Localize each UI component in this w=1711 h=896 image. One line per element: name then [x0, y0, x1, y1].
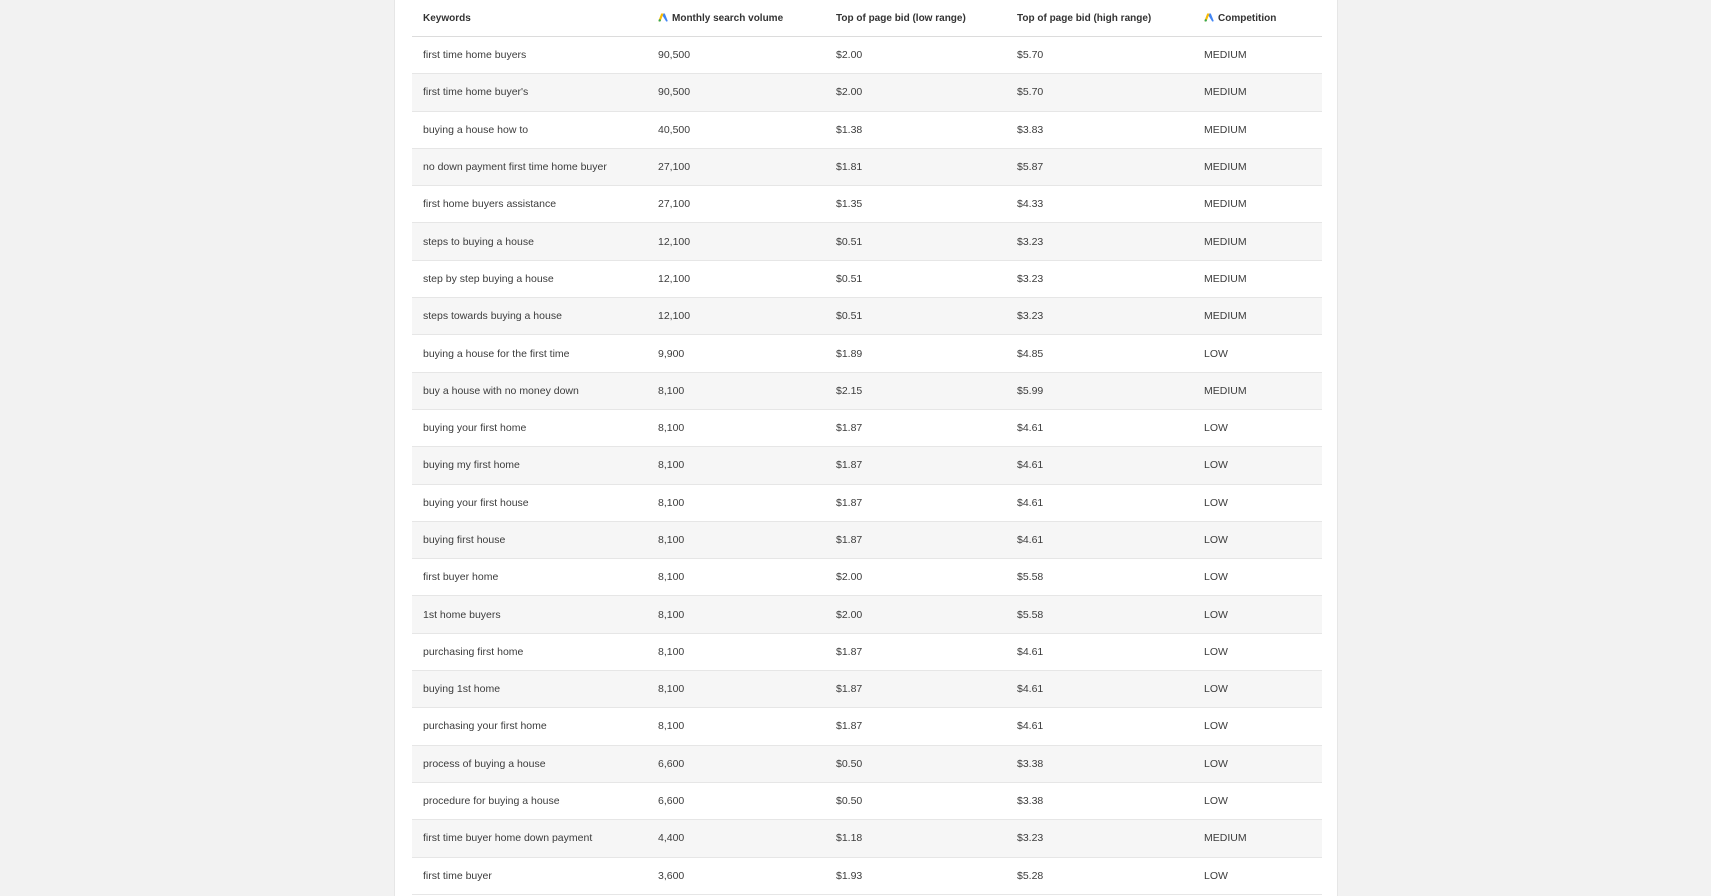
header-bid-low	[825, 0, 1006, 37]
bid-low-cell: $1.87	[825, 521, 1006, 558]
competition-cell: MEDIUM	[1193, 298, 1322, 335]
table-row	[412, 559, 1322, 596]
header-competition	[1193, 0, 1322, 37]
search-volume-cell: 4,400	[647, 820, 825, 857]
table-row	[412, 820, 1322, 857]
keyword-cell: first time buyer home down payment	[412, 820, 647, 857]
competition-cell: MEDIUM	[1193, 372, 1322, 409]
bid-low-cell: $1.87	[825, 708, 1006, 745]
search-volume-cell: 90,500	[647, 74, 825, 111]
competition-cell: MEDIUM	[1193, 820, 1322, 857]
search-volume-cell: 8,100	[647, 596, 825, 633]
bid-low-cell: $1.89	[825, 335, 1006, 372]
bid-low-cell: $1.18	[825, 820, 1006, 857]
search-volume-cell: 12,100	[647, 260, 825, 297]
bid-low-cell: $1.35	[825, 186, 1006, 223]
search-volume-cell: 8,100	[647, 521, 825, 558]
content-card	[394, 0, 1338, 896]
table-row	[412, 148, 1322, 185]
table-row	[412, 372, 1322, 409]
keyword-cell: procedure for buying a house	[412, 782, 647, 819]
bid-high-cell: $4.61	[1006, 484, 1193, 521]
keyword-cell: first time buyer	[412, 857, 647, 894]
google-ads-icon	[658, 13, 668, 22]
search-volume-cell: 12,100	[647, 223, 825, 260]
bid-low-cell: $2.00	[825, 596, 1006, 633]
search-volume-cell: 8,100	[647, 671, 825, 708]
bid-high-cell: $3.38	[1006, 745, 1193, 782]
table-row	[412, 484, 1322, 521]
competition-cell: MEDIUM	[1193, 260, 1322, 297]
bid-high-cell: $3.38	[1006, 782, 1193, 819]
bid-high-cell: $4.61	[1006, 521, 1193, 558]
search-volume-cell: 8,100	[647, 633, 825, 670]
keyword-cell: buying your first home	[412, 409, 647, 446]
header-monthly-search-volume	[647, 0, 825, 37]
competition-cell: MEDIUM	[1193, 74, 1322, 111]
keyword-cell: process of buying a house	[412, 745, 647, 782]
keyword-cell: buy a house with no money down	[412, 372, 647, 409]
keyword-cell: step by step buying a house	[412, 260, 647, 297]
bid-low-cell: $0.51	[825, 260, 1006, 297]
header-bid-low-label: Top of page bid (low range)	[836, 12, 966, 24]
keyword-cell: 1st home buyers	[412, 596, 647, 633]
bid-low-cell: $2.00	[825, 74, 1006, 111]
bid-high-cell: $5.87	[1006, 148, 1193, 185]
competition-cell: LOW	[1193, 484, 1322, 521]
table-body	[412, 37, 1322, 895]
search-volume-cell: 90,500	[647, 37, 825, 74]
table-row	[412, 521, 1322, 558]
bid-high-cell: $3.83	[1006, 111, 1193, 148]
table-row	[412, 111, 1322, 148]
table-row	[412, 708, 1322, 745]
competition-cell: MEDIUM	[1193, 223, 1322, 260]
competition-cell: LOW	[1193, 633, 1322, 670]
table-row	[412, 335, 1322, 372]
bid-low-cell: $2.15	[825, 372, 1006, 409]
header-competition-label: Competition	[1218, 12, 1277, 24]
table-row	[412, 260, 1322, 297]
table-row	[412, 74, 1322, 111]
keyword-cell: first home buyers assistance	[412, 186, 647, 223]
bid-low-cell: $1.87	[825, 671, 1006, 708]
header-keywords-label: Keywords	[423, 12, 471, 24]
bid-low-cell: $0.50	[825, 782, 1006, 819]
keyword-cell: buying a house for the first time	[412, 335, 647, 372]
table-row	[412, 857, 1322, 894]
bid-high-cell: $3.23	[1006, 298, 1193, 335]
table-header	[412, 0, 1322, 37]
search-volume-cell: 6,600	[647, 782, 825, 819]
google-ads-icon	[1204, 13, 1214, 22]
header-keywords	[412, 0, 647, 37]
competition-cell: LOW	[1193, 596, 1322, 633]
bid-high-cell: $3.23	[1006, 223, 1193, 260]
bid-low-cell: $1.87	[825, 447, 1006, 484]
search-volume-cell: 3,600	[647, 857, 825, 894]
bid-low-cell: $1.87	[825, 409, 1006, 446]
keyword-cell: first time home buyer's	[412, 74, 647, 111]
table-row	[412, 298, 1322, 335]
table-row	[412, 409, 1322, 446]
keyword-cell: buying a house how to	[412, 111, 647, 148]
keyword-cell: buying my first home	[412, 447, 647, 484]
table-row	[412, 447, 1322, 484]
bid-high-cell: $4.61	[1006, 409, 1193, 446]
header-monthly-search-volume-label: Monthly search volume	[672, 12, 784, 24]
table-row	[412, 186, 1322, 223]
bid-high-cell: $5.58	[1006, 559, 1193, 596]
bid-high-cell: $4.61	[1006, 671, 1193, 708]
header-row	[412, 0, 1322, 37]
bid-high-cell: $3.23	[1006, 820, 1193, 857]
table-row	[412, 782, 1322, 819]
competition-cell: LOW	[1193, 782, 1322, 819]
keyword-cell: first time home buyers	[412, 37, 647, 74]
bid-high-cell: $5.58	[1006, 596, 1193, 633]
keyword-cell: steps to buying a house	[412, 223, 647, 260]
competition-cell: MEDIUM	[1193, 186, 1322, 223]
keyword-cell: no down payment first time home buyer	[412, 148, 647, 185]
bid-low-cell: $1.93	[825, 857, 1006, 894]
bid-low-cell: $2.00	[825, 559, 1006, 596]
keyword-cell: steps towards buying a house	[412, 298, 647, 335]
search-volume-cell: 8,100	[647, 484, 825, 521]
keyword-cell: buying your first house	[412, 484, 647, 521]
table-row	[412, 671, 1322, 708]
search-volume-cell: 8,100	[647, 409, 825, 446]
competition-cell: LOW	[1193, 857, 1322, 894]
search-volume-cell: 8,100	[647, 559, 825, 596]
bid-high-cell: $3.23	[1006, 260, 1193, 297]
competition-cell: MEDIUM	[1193, 37, 1322, 74]
keyword-cell: buying 1st home	[412, 671, 647, 708]
bid-low-cell: $1.38	[825, 111, 1006, 148]
bid-low-cell: $0.51	[825, 298, 1006, 335]
competition-cell: LOW	[1193, 335, 1322, 372]
search-volume-cell: 8,100	[647, 372, 825, 409]
bid-low-cell: $1.87	[825, 484, 1006, 521]
search-volume-cell: 27,100	[647, 186, 825, 223]
header-bid-high-label: Top of page bid (high range)	[1017, 12, 1152, 24]
keyword-cell: first buyer home	[412, 559, 647, 596]
bid-low-cell: $0.50	[825, 745, 1006, 782]
competition-cell: LOW	[1193, 447, 1322, 484]
bid-high-cell: $5.99	[1006, 372, 1193, 409]
keyword-cell: purchasing your first home	[412, 708, 647, 745]
bid-high-cell: $4.61	[1006, 633, 1193, 670]
table-row	[412, 633, 1322, 670]
search-volume-cell: 27,100	[647, 148, 825, 185]
search-volume-cell: 12,100	[647, 298, 825, 335]
bid-high-cell: $4.61	[1006, 447, 1193, 484]
competition-cell: LOW	[1193, 745, 1322, 782]
bid-high-cell: $4.33	[1006, 186, 1193, 223]
header-bid-high	[1006, 0, 1193, 37]
bid-low-cell: $1.87	[825, 633, 1006, 670]
bid-low-cell: $2.00	[825, 37, 1006, 74]
keyword-cell: buying first house	[412, 521, 647, 558]
search-volume-cell: 8,100	[647, 447, 825, 484]
competition-cell: MEDIUM	[1193, 148, 1322, 185]
competition-cell: MEDIUM	[1193, 111, 1322, 148]
bid-high-cell: $4.85	[1006, 335, 1193, 372]
bid-high-cell: $5.70	[1006, 74, 1193, 111]
keyword-cell: purchasing first home	[412, 633, 647, 670]
keyword-table	[412, 0, 1322, 895]
competition-cell: LOW	[1193, 671, 1322, 708]
search-volume-cell: 6,600	[647, 745, 825, 782]
competition-cell: LOW	[1193, 559, 1322, 596]
bid-high-cell: $5.70	[1006, 37, 1193, 74]
table-row	[412, 223, 1322, 260]
bid-high-cell: $4.61	[1006, 708, 1193, 745]
table-row	[412, 745, 1322, 782]
competition-cell: LOW	[1193, 521, 1322, 558]
table-row	[412, 37, 1322, 74]
search-volume-cell: 8,100	[647, 708, 825, 745]
bid-low-cell: $1.81	[825, 148, 1006, 185]
search-volume-cell: 40,500	[647, 111, 825, 148]
bid-low-cell: $0.51	[825, 223, 1006, 260]
table-row	[412, 596, 1322, 633]
competition-cell: LOW	[1193, 409, 1322, 446]
competition-cell: LOW	[1193, 708, 1322, 745]
search-volume-cell: 9,900	[647, 335, 825, 372]
bid-high-cell: $5.28	[1006, 857, 1193, 894]
